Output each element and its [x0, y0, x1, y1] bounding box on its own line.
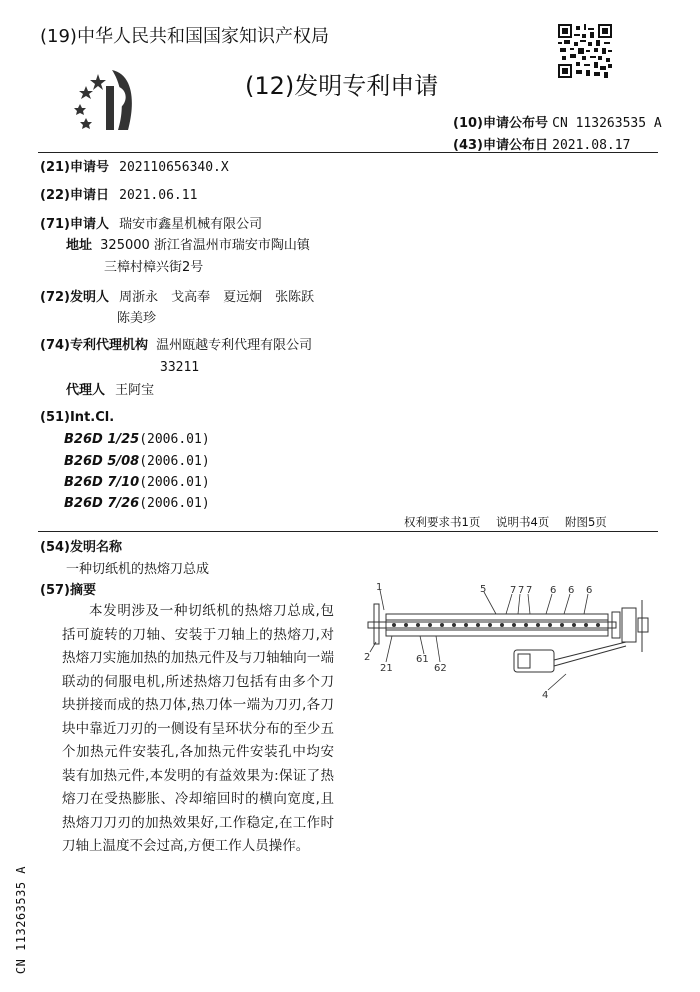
intcl-code: B26D 5/08 — [64, 454, 140, 469]
abstract-text — [62, 600, 334, 859]
agent-label: 代理人 — [66, 383, 106, 398]
application-date-label: (22)申请日 — [40, 188, 109, 203]
intcl-version: (2006.01) — [139, 432, 210, 447]
claims-pages: 权利要求书1页 — [404, 515, 481, 529]
publication-number-value: CN 113263535 A — [552, 116, 662, 131]
star-icon — [79, 86, 93, 99]
applicant — [40, 217, 262, 233]
intcl-entry — [64, 496, 210, 511]
inventors-label: (72)发明人 — [40, 290, 109, 305]
intcl-version: (2006.01) — [139, 475, 210, 490]
description-pages: 说明书4页 — [495, 515, 550, 529]
servo-motor — [514, 650, 554, 672]
publication-date — [453, 134, 630, 153]
application-number-label: (21)申请号 — [40, 160, 109, 175]
application-number-value: 202110656340.X — [119, 160, 229, 175]
address-line-1: 325000 浙江省温州市瑞安市陶山镇 — [100, 238, 310, 253]
invention-title-label: (54)发明名称 — [40, 540, 122, 555]
star-icon — [90, 74, 106, 90]
heating-holes — [392, 623, 600, 627]
intcl-entry — [64, 475, 210, 490]
invention-title: 一种切纸机的热熔刀总成 — [66, 562, 210, 577]
intcl-code: B26D 7/10 — [64, 475, 140, 490]
intcl-code: B26D 1/25 — [64, 432, 140, 447]
side-publication-number: CN 113263535 A — [14, 866, 28, 975]
patent-office: (19)中华人民共和国国家知识产权局 — [40, 26, 329, 47]
section-divider — [38, 531, 658, 532]
application-number — [40, 160, 229, 176]
abstract-paragraph: 本发明涉及一种切纸机的热熔刀总成,包括可旋转的刀轴、安装于刀轴上的热熔刀,对热熔刀实施加热的加热元件及与刀轴轴向一端联动的伺服电机,所述热熔刀包括有由多个刀块拼接而成的热刀体,热刀体一端为刀刃,各刀块中靠近刀刃的一侧设有呈环状分布的至少五个加热元件安装孔,各加热元件安装孔中均安装有加热元件,本发明的有益效果为:保证了热熔刀在受热膨胀、冷却缩回时的横向宽度,且热熔刀刀刃的加热效果好,工作稳定,在工作时刀轴上温度不会过高,方便工作人员操作。 — [62, 603, 334, 854]
intcl-code: B26D 7/26 — [64, 496, 140, 511]
inventors-line-1: 周浙永 戈高奉 夏远炯 张陈跃 — [119, 290, 315, 305]
agent — [66, 383, 154, 399]
applicant-label: (71)申请人 — [40, 217, 109, 232]
address — [66, 238, 310, 254]
figure-label: 62 — [434, 663, 447, 674]
header-divider — [38, 152, 658, 153]
intcl-entry — [64, 432, 210, 447]
figure-label: 6 — [568, 585, 575, 596]
qr-code — [558, 24, 612, 78]
agent-value: 王阿宝 — [115, 383, 155, 398]
figure-label: 6 — [586, 585, 593, 596]
inventors-line-2: 陈美珍 — [117, 311, 157, 326]
figure-label: 5 — [480, 584, 487, 595]
intcl-entry — [64, 454, 210, 469]
publication-number-label: (10)申请公布号 — [453, 116, 548, 131]
applicant-value: 瑞安市鑫星机械有限公司 — [119, 217, 263, 232]
publication-date-label: (43)申请公布日 — [453, 138, 548, 153]
intcl-label: (51)Int.Cl. — [40, 410, 115, 425]
star-icon — [74, 104, 86, 115]
patent-agency-code: 33211 — [160, 360, 200, 375]
inventors — [40, 290, 314, 306]
figure-label: 4 — [542, 690, 549, 700]
patent-agency — [40, 338, 312, 354]
page-counts — [404, 514, 619, 530]
left-flange — [374, 604, 379, 644]
drawings-pages: 附图5页 — [564, 515, 607, 529]
figure-label: 7 — [518, 585, 525, 596]
star-icon — [80, 118, 92, 129]
right-pulley — [622, 608, 636, 642]
cnipa-logo — [70, 60, 160, 140]
figure-label: 21 — [380, 663, 393, 674]
intcl-version: (2006.01) — [139, 454, 210, 469]
address-label: 地址 — [66, 238, 93, 253]
figure-label: 6 — [550, 585, 557, 596]
patent-agency-value: 温州瓯越专利代理有限公司 — [156, 338, 313, 353]
publication-number — [453, 112, 662, 131]
application-date — [40, 188, 197, 204]
figure-label: 7 — [526, 585, 533, 596]
abstract-label: (57)摘要 — [40, 583, 96, 598]
figure-label: 1 — [376, 582, 383, 593]
intcl-version: (2006.01) — [139, 496, 210, 511]
abstract-figure — [356, 580, 656, 700]
figure-label: 7 — [510, 585, 517, 596]
figure-label: 2 — [364, 652, 371, 663]
publication-date-value: 2021.08.17 — [552, 138, 631, 153]
address-line-2: 三樟村樟兴街2号 — [104, 260, 204, 275]
application-date-value: 2021.06.11 — [119, 188, 198, 203]
document-type: (12)发明专利申请 — [245, 72, 439, 100]
figure-label: 61 — [416, 654, 429, 665]
patent-agency-label: (74)专利代理机构 — [40, 338, 148, 353]
